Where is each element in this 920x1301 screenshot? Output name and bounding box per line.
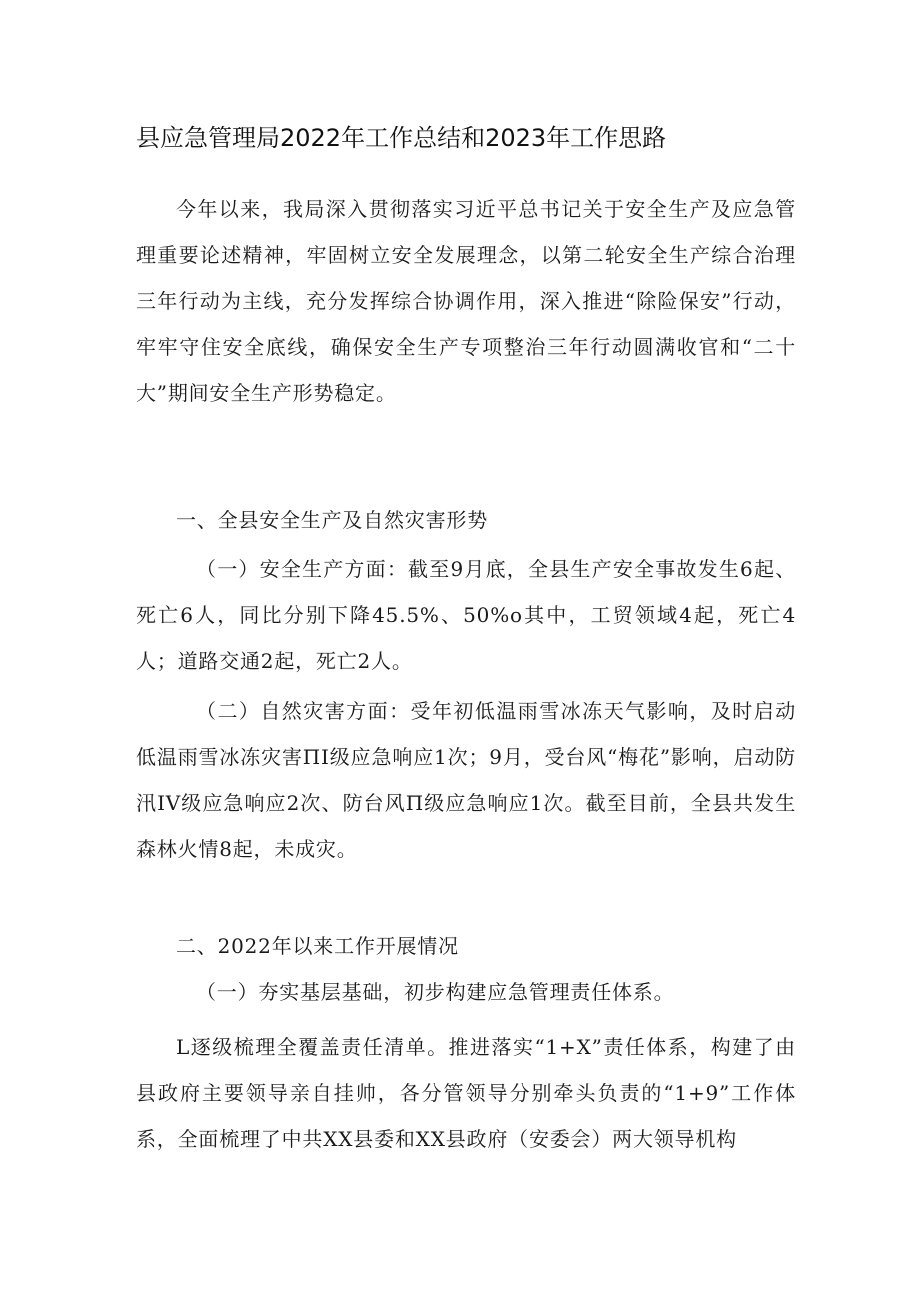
section1-sub2-paragraph: （二）自然灾害方面：受年初低温雨雪冰冻天气影响，及时启动低温雨雪冰冻灾害ΠI级应急响应1次；9月，受台风“梅花”影响，启动防汛IV级应急响应2次、防台风Π级应急响应1次。截至目前，全县共发生森林火情8起，未成灾。 bbox=[136, 699, 796, 861]
document-title: 县应急管理局2022年工作总结和2023年工作思路 bbox=[136, 124, 667, 152]
section1-sub1-paragraph: （一）安全生产方面：截至9月底，全县生产安全事故发生6起、死亡6人，同比分别下降45.5%、50%o其中，工贸领域4起，死亡4人；道路交通2起，死亡2人。 bbox=[136, 557, 796, 673]
section2-paragraph1: L逐级梳理全覆盖责任清单。推进落实“1+X”责任体系，构建了由县政府主要领导亲自挂帅，各分管领导分别牵头负责的“1+9”工作体系，全面梳理了中共XX县委和XX县政府（安委会）两大领导机构 bbox=[136, 1035, 796, 1151]
section1-heading: 一、全县安全生产及自然灾害形势 bbox=[176, 508, 488, 532]
section2-heading: 二、2022年以来工作开展情况 bbox=[176, 934, 459, 958]
intro-paragraph: 今年以来，我局深入贯彻落实习近平总书记关于安全生产及应急管理重要论述精神，牢固树立安全发展理念，以第二轮安全生产综合治理三年行动为主线，充分发挥综合协调作用，深入推进“除险保安”行动，牢牢守住安全底线，确保安全生产专项整治三年行动圆满收官和“二十大”期间安全生产形势稳定。 bbox=[136, 197, 796, 405]
section2-sub1-heading: （一）夯实基层基础，初步构建应急管理责任体系。 bbox=[196, 980, 675, 1004]
